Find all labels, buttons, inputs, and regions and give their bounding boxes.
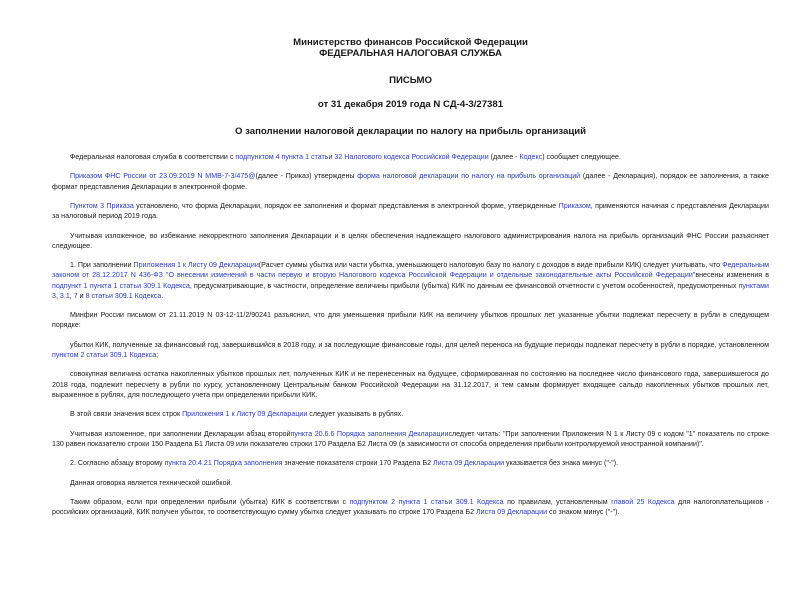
- paragraph-text: ,: [55, 291, 60, 300]
- document-link[interactable]: пункта 20.4.21 Порядка заполнения: [164, 459, 283, 468]
- document-header: [52, 37, 769, 137]
- document-link[interactable]: Листа 09 Декларации: [476, 508, 548, 517]
- paragraph-4: [52, 231, 769, 251]
- document-body: [52, 152, 769, 517]
- paragraph-text: ,: [69, 291, 74, 300]
- paragraph-2: [52, 171, 769, 191]
- paragraph-text: Учитывая изложенное, во избежание некорректного заполнения Декларации и в целях обеспечения надлежащего налогового администрирования налога на прибыль организаций ФНС России разъясняет следующее.: [52, 231, 769, 250]
- paragraph-text: .: [161, 291, 164, 300]
- paragraph-text: В этой связи значения всех строк: [70, 410, 183, 419]
- paragraph-text: (Расчет суммы убытка или части убытка, уменьшающего налоговую базу по налогу с доходов в виде прибыли КИК) следует учитывать, что: [258, 261, 723, 270]
- document-link[interactable]: Пунктом 3 Приказа: [70, 201, 134, 210]
- document-link[interactable]: 3.1: [59, 291, 70, 300]
- paragraph-text: значение показателя строки 170 Раздела Б2: [282, 459, 434, 468]
- paragraph-text: по правилам, установленным: [503, 497, 612, 506]
- paragraph-1: [52, 152, 769, 162]
- paragraph-text: Данная оговорка является технической ошибкой.: [70, 478, 233, 487]
- paragraph-text: и: [77, 291, 86, 300]
- document-link[interactable]: пунктами 3: [52, 281, 769, 300]
- paragraph-text: Таким образом, если при определении прибыли (убытка) КИК в соответствии с: [70, 497, 350, 506]
- document-link[interactable]: 8 статьи 309.1 Кодекса: [85, 291, 162, 300]
- document-type: ПИСЬМО: [389, 75, 432, 86]
- paragraph-10: [52, 429, 769, 449]
- document-link[interactable]: пункта 20.6.6 Порядка заполнения Декларации: [290, 429, 449, 438]
- document-link[interactable]: пунктом 2 статьи 309.1 Кодекса: [52, 350, 157, 359]
- paragraph-text: Учитывая изложенное, при заполнении Декларации абзац второй: [70, 429, 291, 438]
- document-link[interactable]: Приказом ФНС России от 23.09.2019 N ММВ-7-3/475@: [70, 172, 256, 181]
- paragraph-text: Минфин России письмом от 21.11.2019 N 03-12-11/2/90241 разъяснил, что для уменьшения прибыли КИК на величину убытков прошлых лет указанные убытки подлежат пересчету в рубли в следующем порядке:: [52, 311, 769, 330]
- paragraph-text: внесены изменения в: [695, 271, 769, 280]
- paragraph-text: , применяются начиная с представления Декларации за налоговый период 2019 года.: [52, 201, 769, 221]
- document-link[interactable]: форма налоговой декларации по налогу на прибыль организаций: [357, 172, 581, 181]
- paragraph-text: следует указывать в рублях.: [307, 410, 404, 419]
- document-link[interactable]: подпунктом 4 пункта 1 статьи 32 Налогового кодекса Российской Федерации: [235, 153, 489, 161]
- paragraph-8: [52, 369, 769, 400]
- document-link[interactable]: 7: [73, 291, 78, 300]
- ministry-name: Министерство финансов Российской Федерации: [293, 37, 528, 48]
- document-link[interactable]: главой 25 Кодекса: [611, 497, 675, 506]
- document-page: [0, 37, 807, 608]
- document-link[interactable]: Федеральным законом от 28.12.2017 N 436-ФЗ "О внесении изменений в части первую и вторую Налогового кодекса Российской Федерации и отдельные законодательные акты Российской Федерации": [52, 261, 769, 280]
- document-link[interactable]: Приложения 1 к Листу 09 Декларации: [182, 410, 308, 419]
- document-link[interactable]: Приказом: [558, 201, 591, 210]
- paragraph-text: для налогоплательщиков - российских организаций, КИК получен убыток, то соответствующую сумму убытка следует указывать по строке 170 Раздела Б2: [52, 497, 769, 517]
- paragraph-text: следует читать: "При заполнении Приложения N 1 к Листу 09 с кодом "1" показатель по строке 130 равен показателю строки 150 Раздела Б1 Листа 09 или показателю строки 170 Раздела Б2 Листа 09 (в зависимости от способа определения прибыли контролируемой иностранной компании)".: [52, 429, 769, 448]
- document-title: О заполнении налоговой декларации по налогу на прибыль организаций: [234, 126, 587, 137]
- paragraph-text: ;: [156, 350, 159, 359]
- paragraph-text: (далее -: [488, 153, 520, 161]
- paragraph-text: Федеральная налоговая служба в соответствии с: [70, 153, 236, 161]
- paragraph-text: совокупная величина остатка накопленных убытков прошлых лет, полученных КИК и не перенесенных на будущее, сформированная по состоянию на последнее число финансового года, завершившегося до 2018 года, подлежит пересчету в рубли по курсу, установленному Центральным банком Российской Федерации на 31.12.2017, и тем самым формирует входящее сальдо накопленных убытков прошлых лет, выраженное в рублях, для последующего учета при определении прибыли КИК.: [52, 370, 769, 399]
- document-link[interactable]: Приложения 1 к Листу 09 Декларации: [133, 261, 259, 270]
- document-link[interactable]: Листа 09 Декларации: [433, 459, 505, 468]
- document-date-number: от 31 декабря 2019 года N СД-4-3/27381: [317, 99, 504, 110]
- document-link[interactable]: подпунктом 2 пункта 1 статьи 309.1 Кодекса: [349, 497, 504, 506]
- paragraph-text: (далее - Декларация), порядок ее заполнения, а также формат представления Декларации в электронной форме.: [52, 172, 769, 191]
- paragraph-6: [52, 310, 769, 330]
- paragraph-text: убытки КИК, полученные за финансовый год, завершившийся в 2018 году, и за последующие финансовые годы, для целей переноса на будущие периоды подлежат пересчету в рубли в порядке, установленном: [70, 340, 769, 349]
- paragraph-text: указывается без знака минус ("-").: [504, 459, 619, 468]
- paragraph-text: 1. При заполнении: [70, 261, 134, 270]
- paragraph-text: установлено, что форма Декларации, порядок ее заполнения и формат представления в электронной форме, утвержденные: [133, 201, 559, 210]
- paragraph-7: [52, 340, 769, 360]
- paragraph-3: [52, 201, 769, 221]
- paragraph-text: ) сообщает следующее.: [542, 153, 621, 161]
- paragraph-5: [52, 260, 769, 301]
- document-link[interactable]: Кодекс: [519, 153, 543, 161]
- paragraph-13: [52, 497, 769, 517]
- document-link[interactable]: подпункт 1 пункта 1 статьи 309.1 Кодекса: [52, 281, 190, 290]
- paragraph-text: (далее - Приказ) утверждены: [255, 172, 358, 181]
- paragraph-text: 2. Согласно абзацу второму: [70, 459, 165, 468]
- paragraph-text: со знаком минус ("-").: [547, 508, 620, 517]
- paragraph-12: [52, 478, 769, 488]
- paragraph-text: , предусматривающие, в частности, определение величины прибыли (убытка) КИК по данным ее финансовой отчетности с учетом особенностей, предусмотренных: [189, 281, 739, 290]
- paragraph-11: [52, 458, 769, 468]
- paragraph-9: [52, 409, 769, 419]
- service-name: ФЕДЕРАЛЬНАЯ НАЛОГОВАЯ СЛУЖБА: [319, 48, 502, 59]
